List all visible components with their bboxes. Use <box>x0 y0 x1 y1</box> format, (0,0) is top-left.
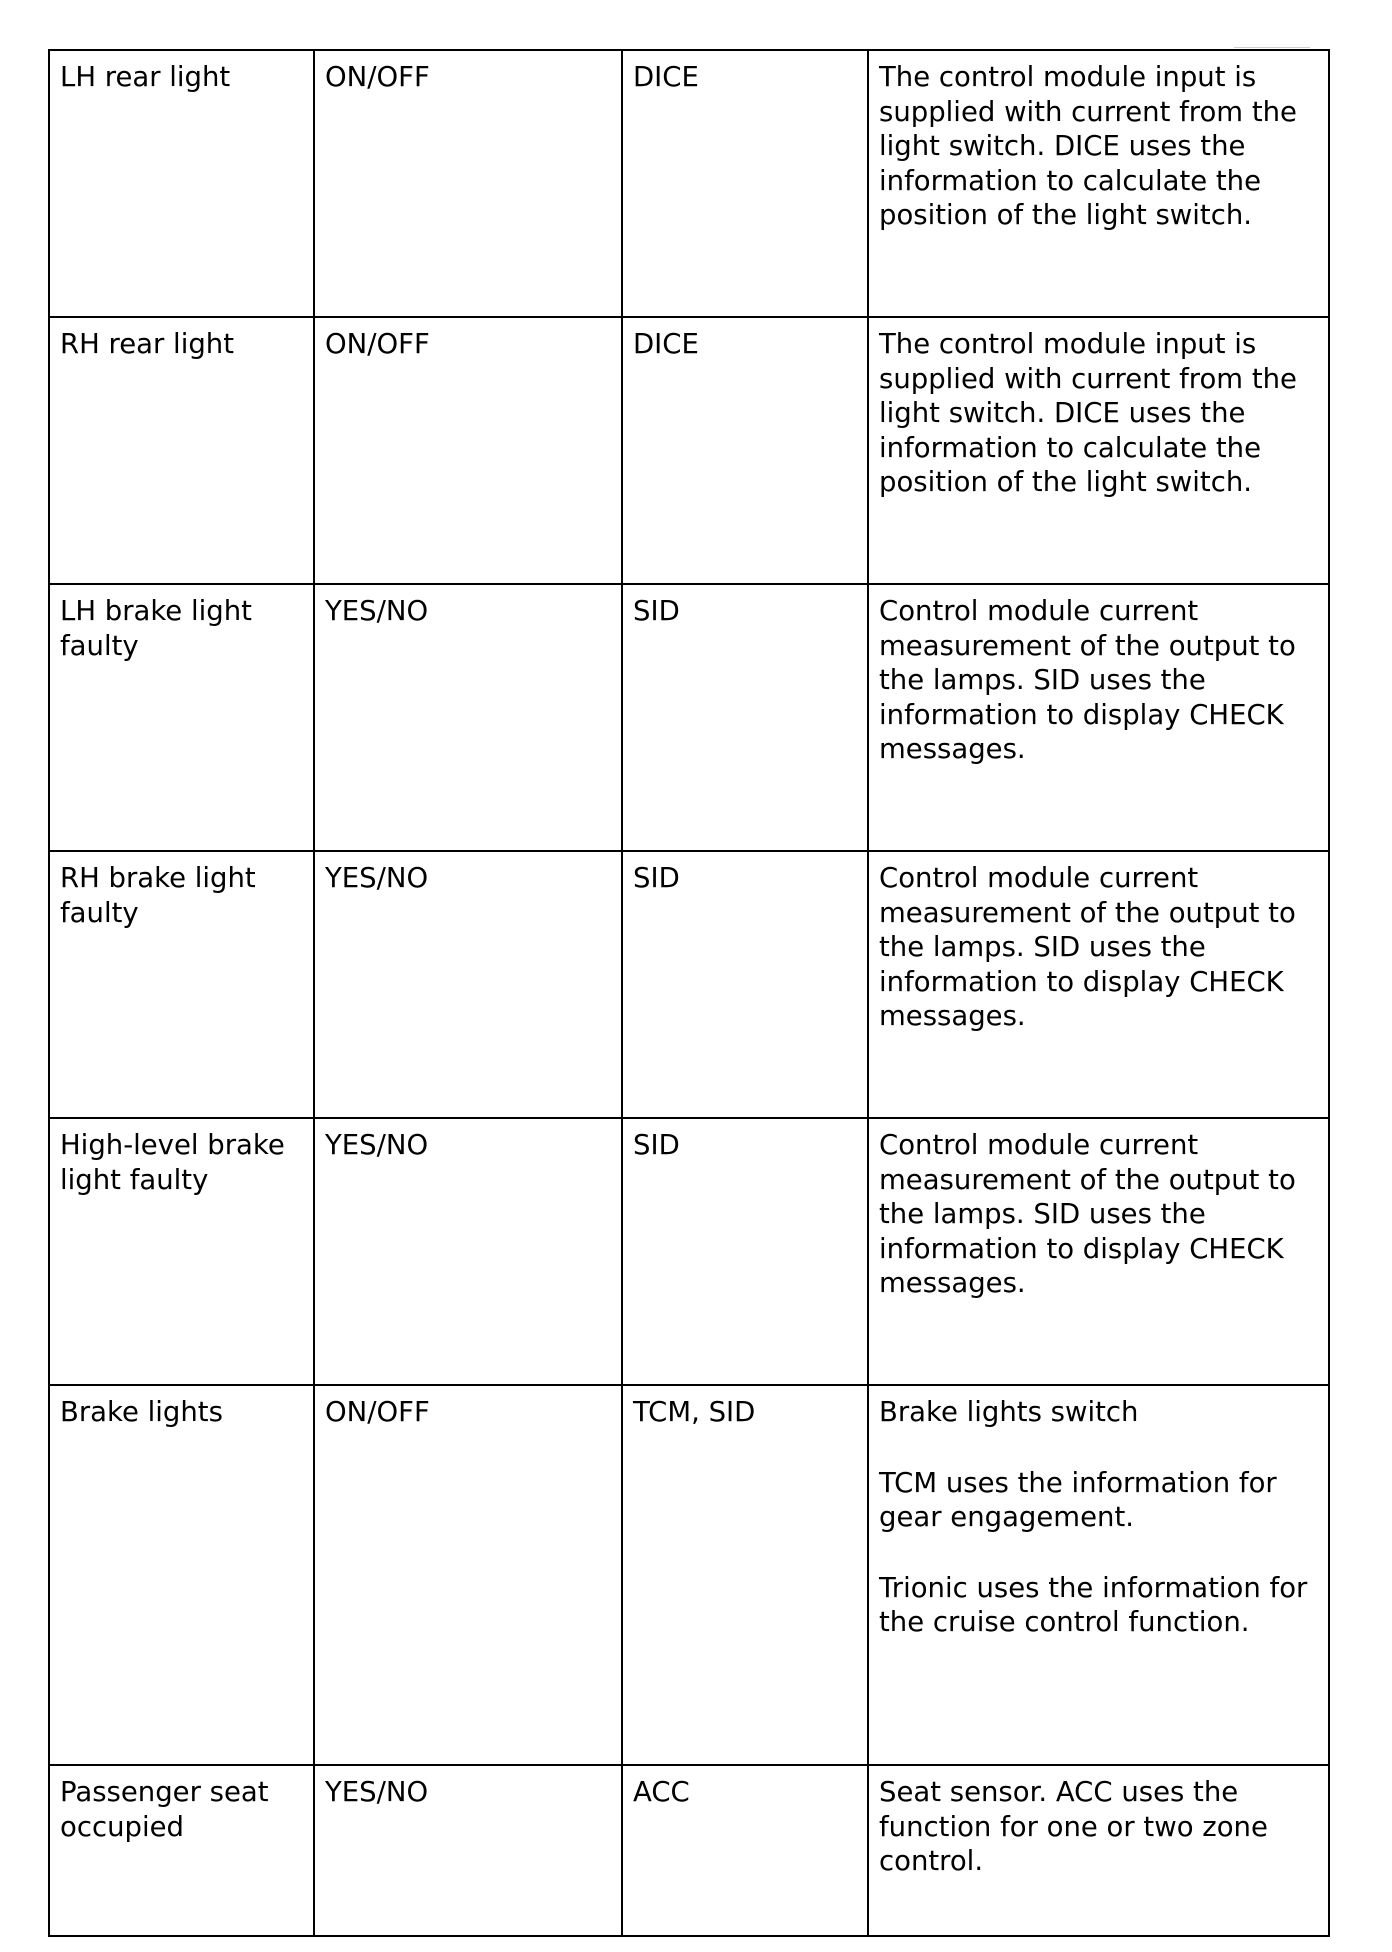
signal-name-cell: RH rear light <box>49 317 314 584</box>
signal-recipient-cell: SID <box>622 1118 868 1385</box>
signal-recipient-cell: ACC <box>622 1765 868 1936</box>
signal-recipient-cell: SID <box>622 851 868 1118</box>
signal-description-cell <box>868 50 1329 317</box>
signal-recipient-cell: DICE <box>622 317 868 584</box>
page-corner-mark <box>1234 47 1310 48</box>
signal-description-cell <box>868 1385 1329 1765</box>
signal-recipient-cell: TCM, SID <box>622 1385 868 1765</box>
description-paragraph: The control module input is supplied with current from the light switch. DICE uses the information to calculate the position of the light switch. <box>879 61 1297 231</box>
signal-description-cell <box>868 1765 1329 1936</box>
description-paragraph: The control module input is supplied with current from the light switch. DICE uses the information to calculate the position of the light switch. <box>879 328 1297 498</box>
table-row <box>49 50 1329 317</box>
signal-values-cell: YES/NO <box>314 1118 622 1385</box>
description-paragraph: Brake lights switch <box>879 1396 1139 1428</box>
description-paragraph: Control module current measurement of the output to the lamps. SID uses the information to display CHECK messages. <box>879 862 1296 1032</box>
signal-recipient-cell: SID <box>622 584 868 851</box>
signal-name-cell: RH brake light faulty <box>49 851 314 1118</box>
table-row <box>49 1385 1329 1765</box>
description-paragraph: Control module current measurement of the output to the lamps. SID uses the information to display CHECK messages. <box>879 595 1296 765</box>
signal-values-cell: YES/NO <box>314 851 622 1118</box>
signal-name-cell: High-level brake light faulty <box>49 1118 314 1385</box>
table-row <box>49 851 1329 1118</box>
description-paragraph: Control module current measurement of the output to the lamps. SID uses the information to display CHECK messages. <box>879 1129 1296 1299</box>
signal-values-cell: ON/OFF <box>314 50 622 317</box>
table-row <box>49 584 1329 851</box>
signal-description-cell <box>868 317 1329 584</box>
table-row <box>49 317 1329 584</box>
signal-values-cell: YES/NO <box>314 584 622 851</box>
signal-description-cell <box>868 584 1329 851</box>
table-row <box>49 1118 1329 1385</box>
description-paragraph: Seat sensor. ACC uses the function for one or two zone control. <box>879 1776 1268 1877</box>
signal-table <box>48 49 1330 1937</box>
signal-name-cell: Brake lights <box>49 1385 314 1765</box>
signal-description-cell <box>868 1118 1329 1385</box>
signal-values-cell: ON/OFF <box>314 317 622 584</box>
signal-values-cell: YES/NO <box>314 1765 622 1936</box>
signal-values-cell: ON/OFF <box>314 1385 622 1765</box>
signal-recipient-cell: DICE <box>622 50 868 317</box>
signal-name-cell: LH rear light <box>49 50 314 317</box>
description-paragraph: TCM uses the information for gear engagement. <box>879 1466 1277 1533</box>
signal-description-cell <box>868 851 1329 1118</box>
signal-name-cell: LH brake light faulty <box>49 584 314 851</box>
table-row <box>49 1765 1329 1936</box>
signal-name-cell: Passenger seat occupied <box>49 1765 314 1936</box>
description-paragraph: Trionic uses the information for the cruise control function. <box>879 1571 1308 1638</box>
